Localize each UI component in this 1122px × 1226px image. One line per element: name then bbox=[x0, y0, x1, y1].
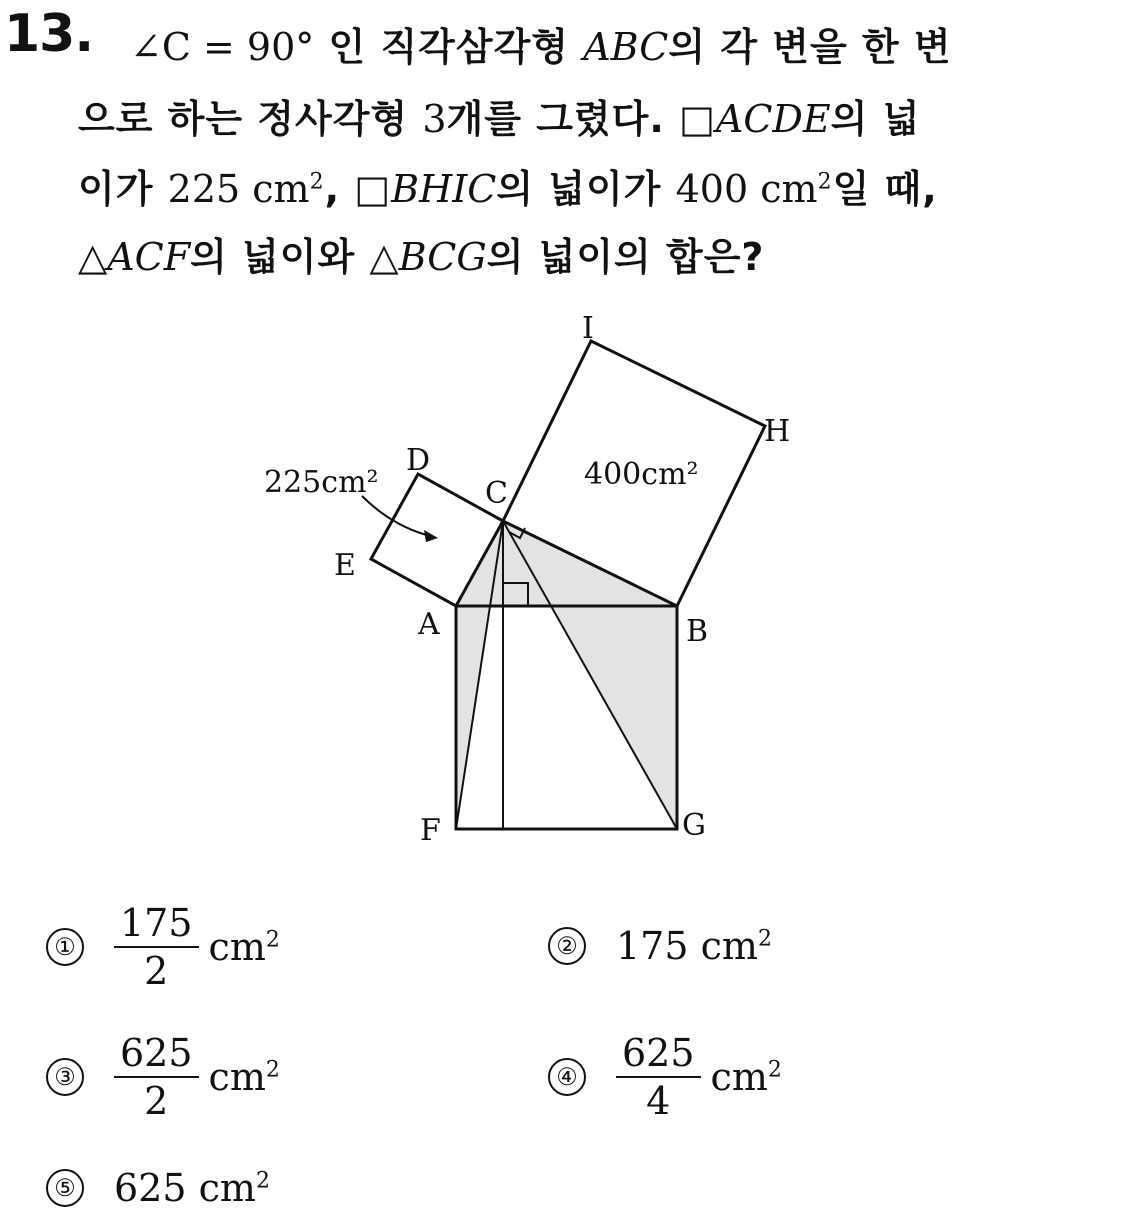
geometry-figure bbox=[250, 300, 830, 860]
point-label-h: H bbox=[764, 414, 791, 449]
numerator: 175 bbox=[120, 901, 193, 945]
point-label-e: E bbox=[334, 548, 356, 583]
choice-value: 625 cm bbox=[114, 1166, 256, 1210]
question-line-1 bbox=[130, 16, 952, 71]
question-line-4 bbox=[78, 226, 764, 281]
exponent: 2 bbox=[817, 169, 833, 195]
unit bbox=[114, 1166, 270, 1210]
square-acde-name: ACDE bbox=[715, 97, 831, 141]
choice-marker: ② bbox=[548, 927, 586, 965]
unit bbox=[209, 925, 280, 969]
exponent: 2 bbox=[757, 926, 772, 952]
question-text: 개를 그렸다. □ bbox=[446, 97, 716, 141]
question-text: 이가 bbox=[78, 167, 154, 211]
choice-marker: ④ bbox=[548, 1058, 586, 1096]
angle-condition: ∠C = 90° bbox=[130, 25, 315, 69]
choice-3[interactable] bbox=[46, 1030, 280, 1124]
unit bbox=[711, 1055, 782, 1099]
point-label-g: G bbox=[682, 808, 706, 843]
square-count: 3 bbox=[422, 97, 447, 141]
square-bhic-name: BHIC bbox=[391, 167, 497, 211]
fraction bbox=[114, 900, 199, 994]
area-label-large: 400cm² bbox=[584, 457, 699, 492]
question-text: 의 넓 bbox=[830, 97, 921, 141]
question-text: 의 넓이와 bbox=[190, 235, 356, 279]
question-text: 인 직각삼각형 bbox=[328, 25, 569, 69]
triangle-name: ABC bbox=[583, 25, 669, 69]
choice-marker: ① bbox=[46, 928, 84, 966]
unit-text: cm bbox=[710, 1055, 768, 1099]
point-label-f: F bbox=[420, 813, 441, 848]
denominator: 4 bbox=[646, 1079, 671, 1123]
triangle-acf-name: △ACF bbox=[78, 235, 191, 279]
denominator: 2 bbox=[144, 949, 169, 993]
question-text: 의 넓이가 bbox=[496, 167, 662, 211]
choice-1[interactable] bbox=[46, 900, 280, 994]
choice-5[interactable] bbox=[46, 1166, 270, 1210]
question-line-3 bbox=[78, 158, 938, 213]
question-line-2 bbox=[78, 88, 920, 143]
point-label-i: I bbox=[582, 311, 594, 346]
point-label-b: B bbox=[686, 614, 709, 649]
choice-marker: ③ bbox=[46, 1058, 84, 1096]
numerator: 625 bbox=[622, 1031, 695, 1075]
question-text: 의 각 변을 한 변 bbox=[668, 25, 952, 69]
choice-marker: ⑤ bbox=[46, 1169, 84, 1207]
point-label-d: D bbox=[406, 443, 431, 478]
question-number: 13. bbox=[4, 4, 94, 64]
unit-text: cm bbox=[208, 925, 266, 969]
area-label-small: 225cm² bbox=[264, 465, 379, 500]
exponent: 2 bbox=[265, 1057, 280, 1083]
area-bhic: 400 cm bbox=[675, 167, 818, 211]
exponent: 2 bbox=[255, 1168, 270, 1194]
choice-value: 175 cm bbox=[616, 924, 758, 968]
point-label-c: C bbox=[485, 476, 508, 511]
question-text: , □ bbox=[324, 167, 392, 211]
unit-text: cm bbox=[208, 1055, 266, 1099]
question-text: 으로 하는 정사각형 bbox=[78, 97, 409, 141]
fraction bbox=[114, 1030, 199, 1124]
choice-4[interactable] bbox=[548, 1030, 782, 1124]
numerator: 625 bbox=[120, 1031, 193, 1075]
question-text: 의 넓이의 합은? bbox=[486, 235, 765, 279]
point-label-a: A bbox=[418, 607, 440, 642]
question-text: 일 때, bbox=[832, 167, 938, 211]
unit bbox=[616, 924, 772, 968]
fraction bbox=[616, 1030, 701, 1124]
exponent: 2 bbox=[265, 927, 280, 953]
arrow-head bbox=[424, 530, 438, 542]
area-acde: 225 cm bbox=[167, 167, 310, 211]
denominator: 2 bbox=[144, 1079, 169, 1123]
exponent: 2 bbox=[309, 169, 325, 195]
choice-2[interactable] bbox=[548, 924, 772, 968]
unit bbox=[209, 1055, 280, 1099]
triangle-bcg-name: △BCG bbox=[369, 235, 487, 279]
exponent: 2 bbox=[767, 1057, 782, 1083]
